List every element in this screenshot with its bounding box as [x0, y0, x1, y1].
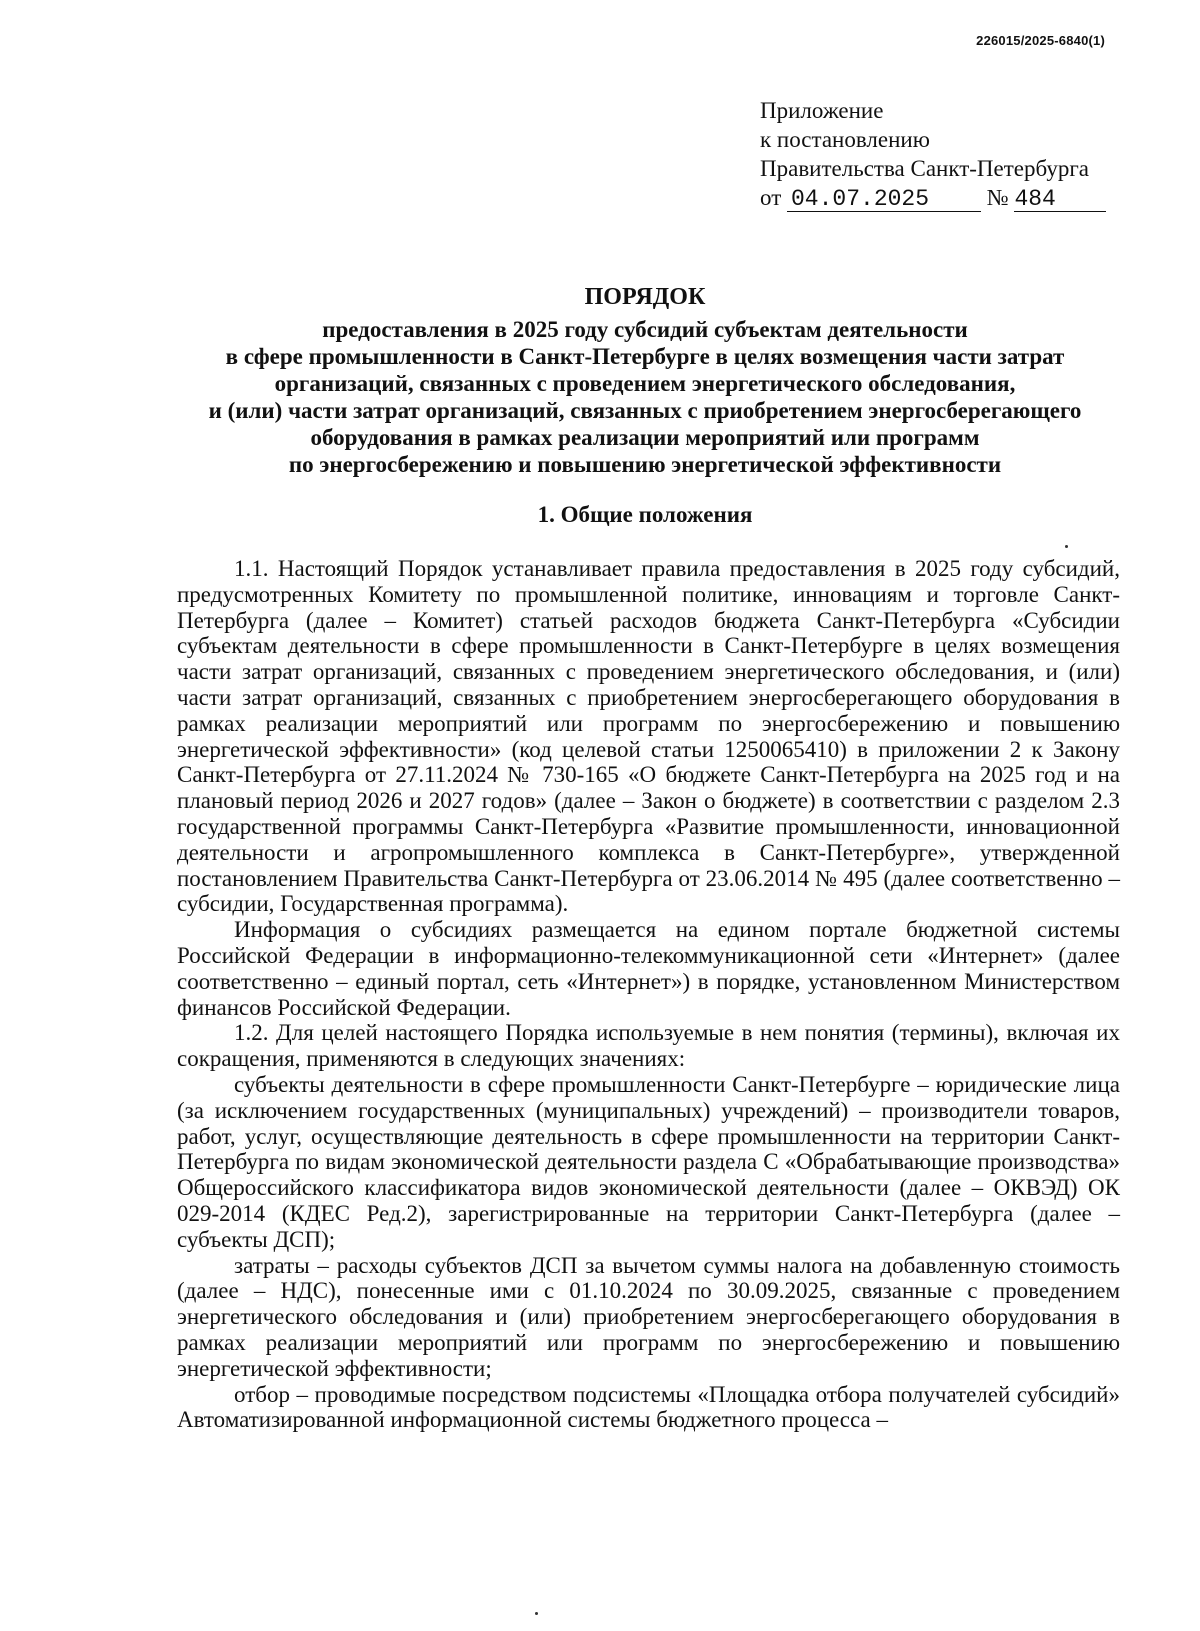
registration-number: 226015/2025-6840(1) [976, 33, 1105, 48]
appendix-line-2: к постановлению [760, 127, 930, 152]
scan-speck [1065, 545, 1068, 548]
title-main: ПОРЯДОК [584, 284, 706, 310]
document-title [120, 284, 1170, 478]
resolution-number: 484 [1014, 187, 1106, 212]
title-line: по энергосбережению и повышению энергетической эффективности [288, 452, 1002, 477]
title-line: организаций, связанных с проведением энергетического обследования, [274, 371, 1016, 396]
title-line: в сфере промышленности в Санкт-Петербурге в целях возмещения части затрат [225, 344, 1065, 369]
number-prefix: № [986, 185, 1009, 210]
paragraph: отбор – проводимые посредством подсистемы «Площадка отбора получателей субсидий» Автоматизированной информационной системы бюджетного процесса – [177, 1381, 1120, 1433]
title-line: и (или) части затрат организаций, связанных с приобретением энергосберегающего [208, 398, 1082, 423]
appendix-block [760, 96, 1106, 212]
section-heading: 1. Общие положения [537, 502, 753, 527]
appendix-date-line [760, 183, 1106, 212]
paragraph: Информация о субсидиях размещается на едином портале бюджетной системы Российской Федерации в информационно-телекоммуникационной сети «Интернет» (далее соответственно – единый портал, сеть «Интернет») в порядке, установленном Министерством финансов Российской Федерации. [177, 917, 1120, 1020]
paragraph: 1.2. Для целей настоящего Порядка используемые в нем понятия (термины), включая их сокращения, применяются в следующих значениях: [177, 1020, 1120, 1072]
paragraph: затраты – расходы субъектов ДСП за вычетом суммы налога на добавленную стоимость (далее – НДС), понесенные ими с 01.10.2024 по 30.09.2025, связанные с проведением энергетического обследования и (или) приобретением энергосберегающего оборудования в рамках реализации мероприятий или программ по энергосбережению и повышению энергетической эффективности; [177, 1252, 1120, 1381]
paragraph: субъекты деятельности в сфере промышленности Санкт-Петербурге – юридические лица (за исключением государственных (муниципальных) учреждений) – производители товаров, работ, услуг, осуществляющие деятельность в сфере промышленности на территории Санкт-Петербурга по видам экономической деятельности раздела С «Обрабатывающие производства» Общероссийского классификатора видов экономической деятельности (далее – ОКВЭД) ОК 029-2014 (КДЕС Ред.2), зарегистрированные на территории Санкт-Петербурга (далее – субъекты ДСП); [177, 1071, 1120, 1252]
scan-speck [535, 1612, 538, 1615]
title-line: предоставления в 2025 году субсидий субъектам деятельности [322, 317, 968, 342]
appendix-line-1: Приложение [760, 98, 884, 123]
date-prefix: от [760, 185, 782, 210]
appendix-line-3: Правительства Санкт-Петербурга [760, 156, 1089, 181]
resolution-date: 04.07.2025 [787, 187, 981, 212]
section-body [177, 556, 1120, 1433]
title-line: оборудования в рамках реализации мероприятий или программ [310, 425, 980, 450]
paragraph: 1.1. Настоящий Порядок устанавливает правила предоставления в 2025 году субсидий, предусмотренных Комитету по промышленной политике, инновациям и торговле Санкт-Петербурга (далее – Комитет) статьей расходов бюджета Санкт-Петербурга «Субсидии субъектам деятельности в сфере промышленности в Санкт-Петербурге в целях возмещения части затрат организаций, связанных с проведением энергетического обследования, и (или) части затрат организаций, связанных с приобретением энергосберегающего оборудования в рамках реализации мероприятий или программ по энергосбережению и повышению энергетической эффективности» (код целевой статьи 1250065410) в приложении 2 к Закону Санкт-Петербурга от 27.11.2024 № 730-165 «О бюджете Санкт-Петербурга на 2025 год и на плановый период 2026 и 2027 годов» (далее – Закон о бюджете) в соответствии с разделом 2.3 государственной программы Санкт-Петербурга «Развитие промышленности, инновационной деятельности и агропромышленного комплекса в Санкт-Петербурге», утвержденной постановлением Правительства Санкт-Петербурга от 23.06.2014 № 495 (далее соответственно – субсидии, Государственная программа). [177, 556, 1120, 917]
